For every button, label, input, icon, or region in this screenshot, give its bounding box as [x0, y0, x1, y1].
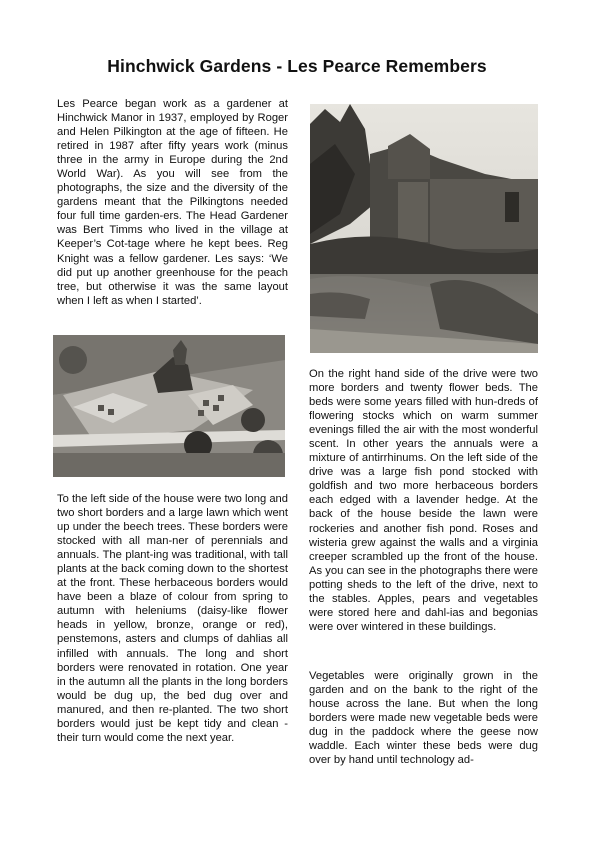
page-title: Hinchwick Gardens - Les Pearce Remembers — [107, 56, 487, 76]
paragraph-drive: On the right hand side of the drive were two more borders and twenty flower beds. The beds were some years filled with hun-dreds of flowering stocks which on warm summer evenings filled the air with the most wonderful scent. In other years the annuals were a mixture of antirrhinums. On the left side of the drive was a large fish pond stocked with goldfish and two more herbaceous borders each edged with a lavender hedge. At the back of the house beside the lawn were rockeries and another fish pond. Roses and wisteria grew against the walls and a virginia creeper scrambled up the front of the house. As you can see in the photographs there were potting sheds to the left of the drive, next to the stables. Apples, pears and vegetables were stored here and dahl-ias and begonias were over wintered in these buildings. — [309, 368, 538, 633]
paragraph-intro: Les Pearce began work as a gardener at Hinchwick Manor in 1937, employed by Roger and Helen Pilkington at the age of fifteen. He retired in 1987 after fifty years work (minus three in the army in Europe during the 2nd World War). As you will see from the photographs, the size and the diversity of the gardens meant that the Pilkingtons needed four full time garden-ers. The Head Gardener was Bert Timms who lived in the village at Keeper’s Cot-tage where he kept bees. Reg Knight was a fellow gardener. Les says: ‘We did put up another greenhouse for the peach tree, but otherwise it was the same layout when I left as when I started’. — [57, 98, 288, 307]
garden-house-photo — [310, 104, 538, 353]
column-right-bottom — [309, 669, 538, 777]
column-left-top — [57, 97, 288, 318]
paragraph-vegetables: Vegetables were originally grown in the garden and on the bank to the right of the house across the lane. But when the long borders were made new vegetable beds were dug in the paddock where the geese now waddle. Each winter these beds were dug over by hand until technology ad- — [309, 670, 538, 767]
column-right-middle — [309, 367, 538, 644]
aerial-garden-photo — [53, 335, 285, 477]
column-left-bottom — [57, 492, 288, 755]
paragraph-borders: To the left side of the house were two long and two short borders and a large lawn which went up under the beech trees. These borders were stocked with all man-ner of perennials and annuals. The plant-ing was traditional, with tall plants at the back coming down to the shortest at the front. These herbaceous borders would have been a blaze of colour from spring to autumn with heleniums (daisy-like flower heads in yellow, bronze, orange or red), penstemons, asters and clumps of dahlias all infilled with annuals. The long and short borders were renovated in rotation. One year in the autumn all the plants in the long borders would be dug up, the bed dug over and manured, and then re-planted. The two short borders would just be kept tidy and clean - their turn would come the next year. — [57, 493, 288, 744]
